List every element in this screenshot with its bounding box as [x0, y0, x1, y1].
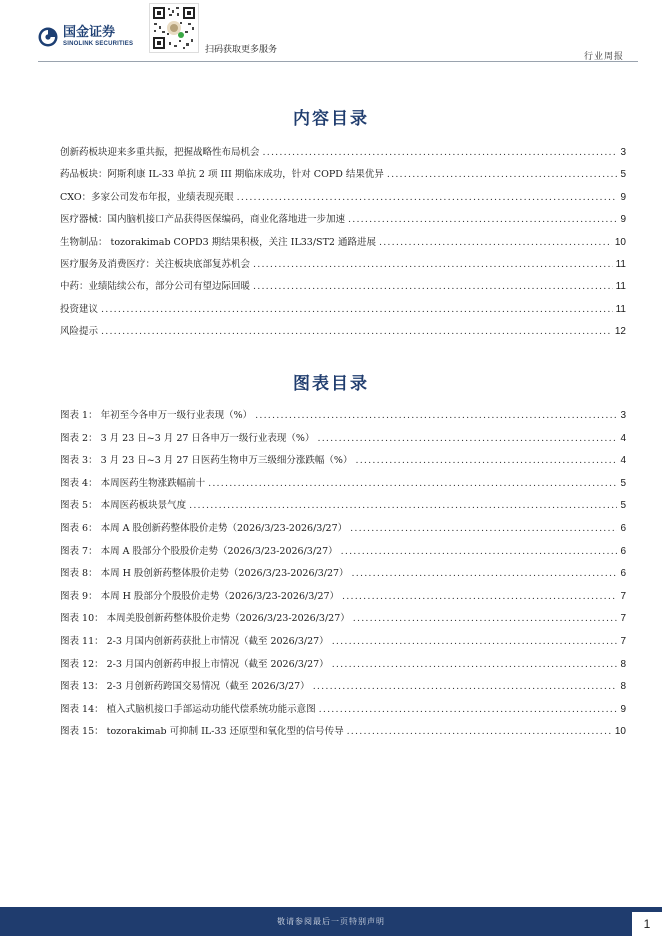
- leader-dots: [332, 658, 618, 672]
- leader-dots: [101, 303, 613, 317]
- figure-entry-page-number: 7: [620, 590, 626, 602]
- figure-entry-page-number: 9: [620, 703, 626, 715]
- leader-dots: [253, 258, 613, 272]
- leader-dots: [317, 432, 617, 446]
- sinolink-logo-icon: [38, 27, 58, 47]
- contents-entry-page-number: 5: [620, 169, 626, 181]
- figure-entry[interactable]: [60, 612, 626, 626]
- figure-entry-page-number: 7: [620, 636, 626, 647]
- qr-code-icon: [150, 4, 198, 52]
- contents-entry[interactable]: [60, 191, 626, 205]
- contents-entry-title: 生物制品： tozorakimab COPD3 期结果积极，关注 IL33/ST2 通路进展: [60, 236, 376, 248]
- leader-dots: [237, 191, 618, 205]
- page-footer: [0, 907, 662, 936]
- contents-entry-page-number: 12: [614, 326, 626, 338]
- figure-entry-title: 图表 8： 本周 H 股创新药整体股价走势（2026/3/23-2026/3/27）: [60, 568, 349, 580]
- contents-entry-title: 投资建议: [60, 303, 99, 315]
- figure-entry[interactable]: [60, 477, 626, 491]
- leader-dots: [348, 213, 617, 227]
- figure-entry-title: 图表 2： 3 月 23 日~3 月 27 日各申万一级行业表现（%）: [60, 432, 315, 444]
- contents-entry-title: CXO：多家公司发布年报，业绩表现亮眼: [60, 191, 234, 203]
- contents-entry-title: 创新药板块迎来多重共振，把握战略性布局机会: [60, 147, 260, 158]
- figure-entry[interactable]: [60, 522, 626, 536]
- contents-entry[interactable]: [60, 168, 626, 182]
- figures-title: 图表目录: [293, 374, 369, 394]
- contents-entry-page-number: 3: [620, 147, 626, 158]
- figure-entry[interactable]: [60, 658, 626, 672]
- figure-entry-page-number: 6: [620, 568, 626, 580]
- figure-entry[interactable]: [60, 545, 626, 559]
- figure-entry-page-number: 8: [620, 681, 626, 693]
- header-divider: [38, 61, 638, 62]
- contents-entry[interactable]: [60, 325, 626, 339]
- contents-entry-page-number: 11: [615, 259, 626, 270]
- contents-entry[interactable]: [60, 236, 626, 250]
- contents-entry[interactable]: [60, 146, 626, 160]
- contents-entry[interactable]: [60, 213, 626, 227]
- page-header: [0, 0, 662, 70]
- contents-entry-title: 风险提示: [60, 326, 99, 338]
- figure-entry-title: 图表 7： 本周 A 股部分个股股价走势（2026/3/23-2026/3/27）: [60, 545, 338, 557]
- figure-entry[interactable]: [60, 432, 626, 446]
- logo-cn-text: 国金证券: [63, 25, 116, 40]
- figure-entry[interactable]: [60, 454, 626, 468]
- leader-dots: [332, 635, 618, 649]
- figure-entry-title: 图表 4： 本周医药生物涨跌幅前十: [60, 477, 206, 489]
- scan-for-services-text: 扫码获取更多服务: [205, 45, 278, 55]
- qr-code[interactable]: [149, 3, 199, 53]
- leader-dots: [253, 280, 613, 294]
- figure-entry[interactable]: [60, 567, 626, 581]
- contents-entry[interactable]: [60, 280, 626, 294]
- leader-dots: [189, 499, 617, 513]
- contents-entry-title: 医疗服务及消费医疗：关注板块底部复苏机会: [60, 259, 251, 270]
- figure-entry-title: 图表 3： 3 月 23 日~3 月 27 日医药生物申万三级细分涨跌幅（%）: [60, 455, 353, 467]
- leader-dots: [387, 168, 618, 182]
- figure-entry-page-number: 5: [620, 477, 626, 489]
- figure-entry-page-number: 3: [620, 410, 626, 421]
- figure-entry[interactable]: [60, 725, 626, 739]
- figure-entry[interactable]: [60, 499, 626, 513]
- figure-entry[interactable]: [60, 703, 626, 717]
- figure-entry-title: 图表 1： 年初至今各申万一级行业表现（%）: [60, 410, 253, 421]
- figure-entry[interactable]: [60, 409, 626, 423]
- leader-dots: [347, 725, 612, 739]
- sinolink-logo: [38, 26, 133, 48]
- figure-entry-page-number: 7: [620, 613, 626, 625]
- contents-entry-page-number: 11: [615, 303, 626, 315]
- figure-entry[interactable]: [60, 635, 626, 649]
- figure-entry[interactable]: [60, 590, 626, 604]
- figure-entry-title: 图表 14： 植入式脑机接口手部运动功能代偿系统功能示意图: [60, 703, 316, 715]
- leader-dots: [313, 680, 618, 694]
- figure-entry-page-number: 5: [620, 500, 626, 512]
- leader-dots: [355, 454, 617, 468]
- figure-entry-page-number: 8: [620, 658, 626, 670]
- figure-entry-page-number: 4: [620, 432, 626, 444]
- page-number: 1: [632, 912, 662, 936]
- figure-entry-title: 图表 15： tozorakimab 可抑制 IL-33 还原型和氧化型的信号传导: [60, 726, 344, 738]
- logo-en-text: SINOLINK SECURITIES: [63, 41, 134, 47]
- figure-entry-title: 图表 13： 2-3 月创新药跨国交易情况（截至 2026/3/27）: [60, 681, 310, 693]
- leader-dots: [353, 612, 618, 626]
- leader-dots: [208, 477, 617, 491]
- footer-disclaimer[interactable]: 敬请参阅最后一页特别声明: [277, 917, 385, 926]
- figure-entry-title: 图表 5： 本周医药板块景气度: [60, 500, 187, 512]
- contents-entry-page-number: 11: [615, 281, 626, 293]
- contents-entry-title: 医疗器械：国内脑机接口产品获得医保编码，商业化落地进一步加速: [60, 214, 346, 226]
- figure-entry-page-number: 6: [620, 523, 626, 534]
- contents-title: 内容目录: [293, 109, 369, 129]
- contents-entry[interactable]: [60, 303, 626, 317]
- leader-dots: [379, 236, 612, 250]
- leader-dots: [341, 545, 618, 559]
- contents-entry-page-number: 9: [620, 191, 626, 203]
- figure-entry[interactable]: [60, 680, 626, 694]
- leader-dots: [350, 522, 617, 536]
- contents-entry-title: 药品板块：阿斯利康 IL-33 单抗 2 项 III 期临床成功，针对 COPD 结果优异: [60, 169, 384, 181]
- leader-dots: [255, 409, 617, 423]
- leader-dots: [352, 567, 618, 581]
- contents-entry[interactable]: [60, 258, 626, 272]
- figure-entry-title: 图表 10： 本周美股创新药整体股价走势（2026/3/23-2026/3/27）: [60, 613, 350, 625]
- figure-entry-page-number: 6: [620, 545, 626, 557]
- figure-entry-page-number: 4: [620, 455, 626, 467]
- document-type-label: 行业周报: [583, 52, 624, 62]
- leader-dots: [263, 146, 618, 160]
- leader-dots: [319, 703, 618, 717]
- figure-entry-title: 图表 9： 本周 H 股部分个股股价走势（2026/3/23-2026/3/27）: [60, 590, 340, 602]
- contents-entry-title: 中药：业绩陆续公布，部分公司有望边际回暖: [60, 281, 251, 293]
- contents-entry-page-number: 9: [620, 214, 626, 226]
- figure-entry-title: 图表 11： 2-3 月国内创新药获批上市情况（截至 2026/3/27）: [60, 636, 329, 647]
- contents-entry-page-number: 10: [614, 236, 626, 248]
- figure-entry-page-number: 10: [614, 726, 626, 738]
- leader-dots: [342, 590, 617, 604]
- leader-dots: [101, 325, 612, 339]
- figure-entry-title: 图表 12： 2-3 月国内创新药申报上市情况（截至 2026/3/27）: [60, 658, 329, 670]
- figure-entry-title: 图表 6： 本周 A 股创新药整体股价走势（2026/3/23-2026/3/27）: [60, 523, 348, 534]
